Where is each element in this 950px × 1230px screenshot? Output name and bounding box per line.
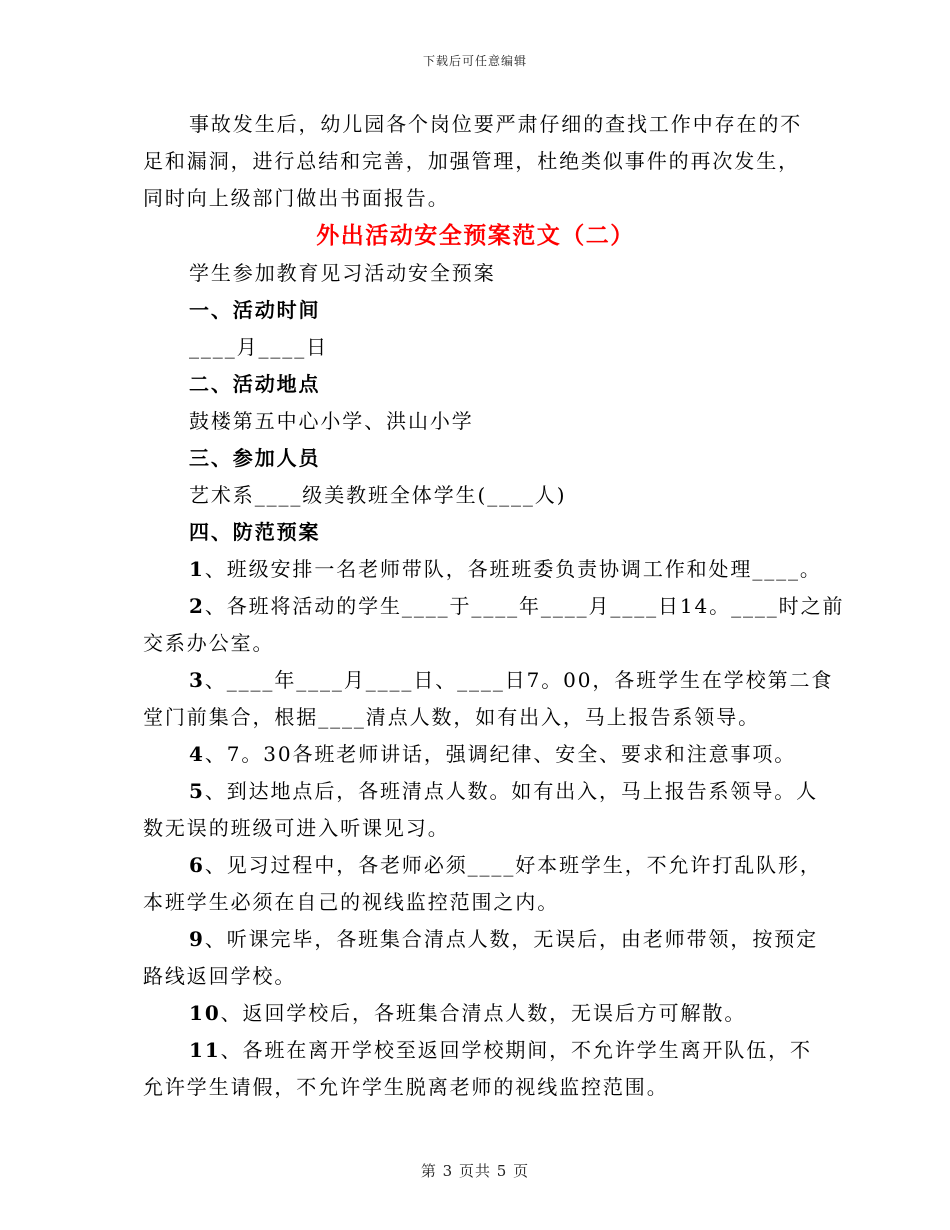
subtitle: 学生参加教育见习活动安全预案 (189, 261, 496, 285)
plan-item-line (143, 1032, 812, 1069)
activity-place-value: 鼓楼第五中心小学、洪山小学 (189, 409, 474, 433)
item-text: 、____年____月____日、____日7。00，各班学生在学校第二食 (204, 668, 834, 692)
item-number: 4 (189, 742, 205, 766)
activity-time-value: ____月____日 (189, 335, 328, 359)
item-text: 、班级安排一名老师带队，各班班委负责协调工作和处理____。 (204, 557, 822, 581)
intro-line: 足和漏洞，进行总结和完善，加强管理，杜绝类似事件的再次发生， (143, 149, 800, 173)
plan-item-line (143, 662, 834, 699)
item-number: 2 (189, 594, 205, 618)
item-text: 、返回学校后，各班集合清点人数，无误后方可解散。 (220, 1001, 747, 1025)
item-number: 11 (189, 1038, 221, 1062)
item-text: 、听课完毕，各班集合清点人数，无误后，由老师带领，按预定 (204, 927, 819, 951)
plan-item-9 (143, 921, 819, 995)
plan-item-11 (143, 1032, 812, 1106)
item-text: 、见习过程中，各老师必须____好本班学生，不允许打乱队形， (204, 853, 822, 877)
item-number: 9 (189, 927, 205, 951)
participants-value: 艺术系____级美教班全体学生(____人) (189, 483, 567, 507)
plan-item-line (143, 773, 819, 810)
plan-item-10 (143, 995, 808, 1032)
plan-item-line: 堂门前集合，根据____清点人数，如有出入，马上报告系领导。 (143, 705, 760, 729)
item-number: 10 (189, 1001, 221, 1025)
heading-participants: 三、参加人员 (189, 446, 321, 470)
plan-item-line (143, 551, 822, 588)
section-title: 外出活动安全预案范文（二） (316, 222, 635, 249)
heading-activity-place: 二、活动地点 (189, 372, 321, 396)
plan-item-line (143, 588, 845, 625)
plan-item-line (143, 995, 808, 1032)
intro-paragraph (143, 106, 808, 217)
item-text: 、各班将活动的学生____于____年____月____日14。____时之前 (204, 594, 845, 618)
page-number-footer: 第 3 页共 5 页 (420, 1162, 530, 1180)
plan-item-4 (143, 736, 808, 773)
plan-item-line: 允许学生请假，不允许学生脱离老师的视线监控范围。 (143, 1075, 669, 1099)
plan-item-line (143, 736, 808, 773)
item-text: 、7。30各班老师讲话，强调纪律、安全、要求和注意事项。 (204, 742, 797, 766)
intro-line: 同时向上级部门做出书面报告。 (143, 186, 450, 210)
item-number: 5 (189, 779, 205, 803)
plan-item-2 (143, 588, 845, 662)
plan-item-line: 路线返回学校。 (143, 964, 297, 988)
item-text: 、到达地点后，各班清点人数。如有出入，马上报告系领导。人 (204, 779, 819, 803)
plan-item-line: 交系办公室。 (143, 631, 275, 655)
plan-item-1 (143, 551, 822, 588)
heading-prevention-plan: 四、防范预案 (189, 520, 321, 544)
plan-item-line (143, 921, 819, 958)
plan-item-5 (143, 773, 819, 847)
item-text: 、各班在离开学校至返回学校期间，不允许学生离开队伍，不 (220, 1038, 812, 1062)
page-header-note: 下载后可任意编辑 (422, 54, 527, 68)
plan-item-line: 本班学生必须在自己的视线监控范围之内。 (143, 890, 560, 914)
document-body (143, 106, 845, 1106)
plan-item-line (143, 847, 822, 884)
intro-line: 事故发生后，幼儿园各个岗位要严肃仔细的查找工作中存在的不 (189, 112, 803, 136)
item-number: 3 (189, 668, 205, 692)
plan-item-line: 数无误的班级可进入听课见习。 (143, 816, 450, 840)
item-number: 1 (189, 557, 205, 581)
item-number: 6 (189, 853, 205, 877)
plan-item-6 (143, 847, 822, 921)
plan-item-3 (143, 662, 834, 736)
heading-activity-time: 一、活动时间 (189, 298, 321, 322)
